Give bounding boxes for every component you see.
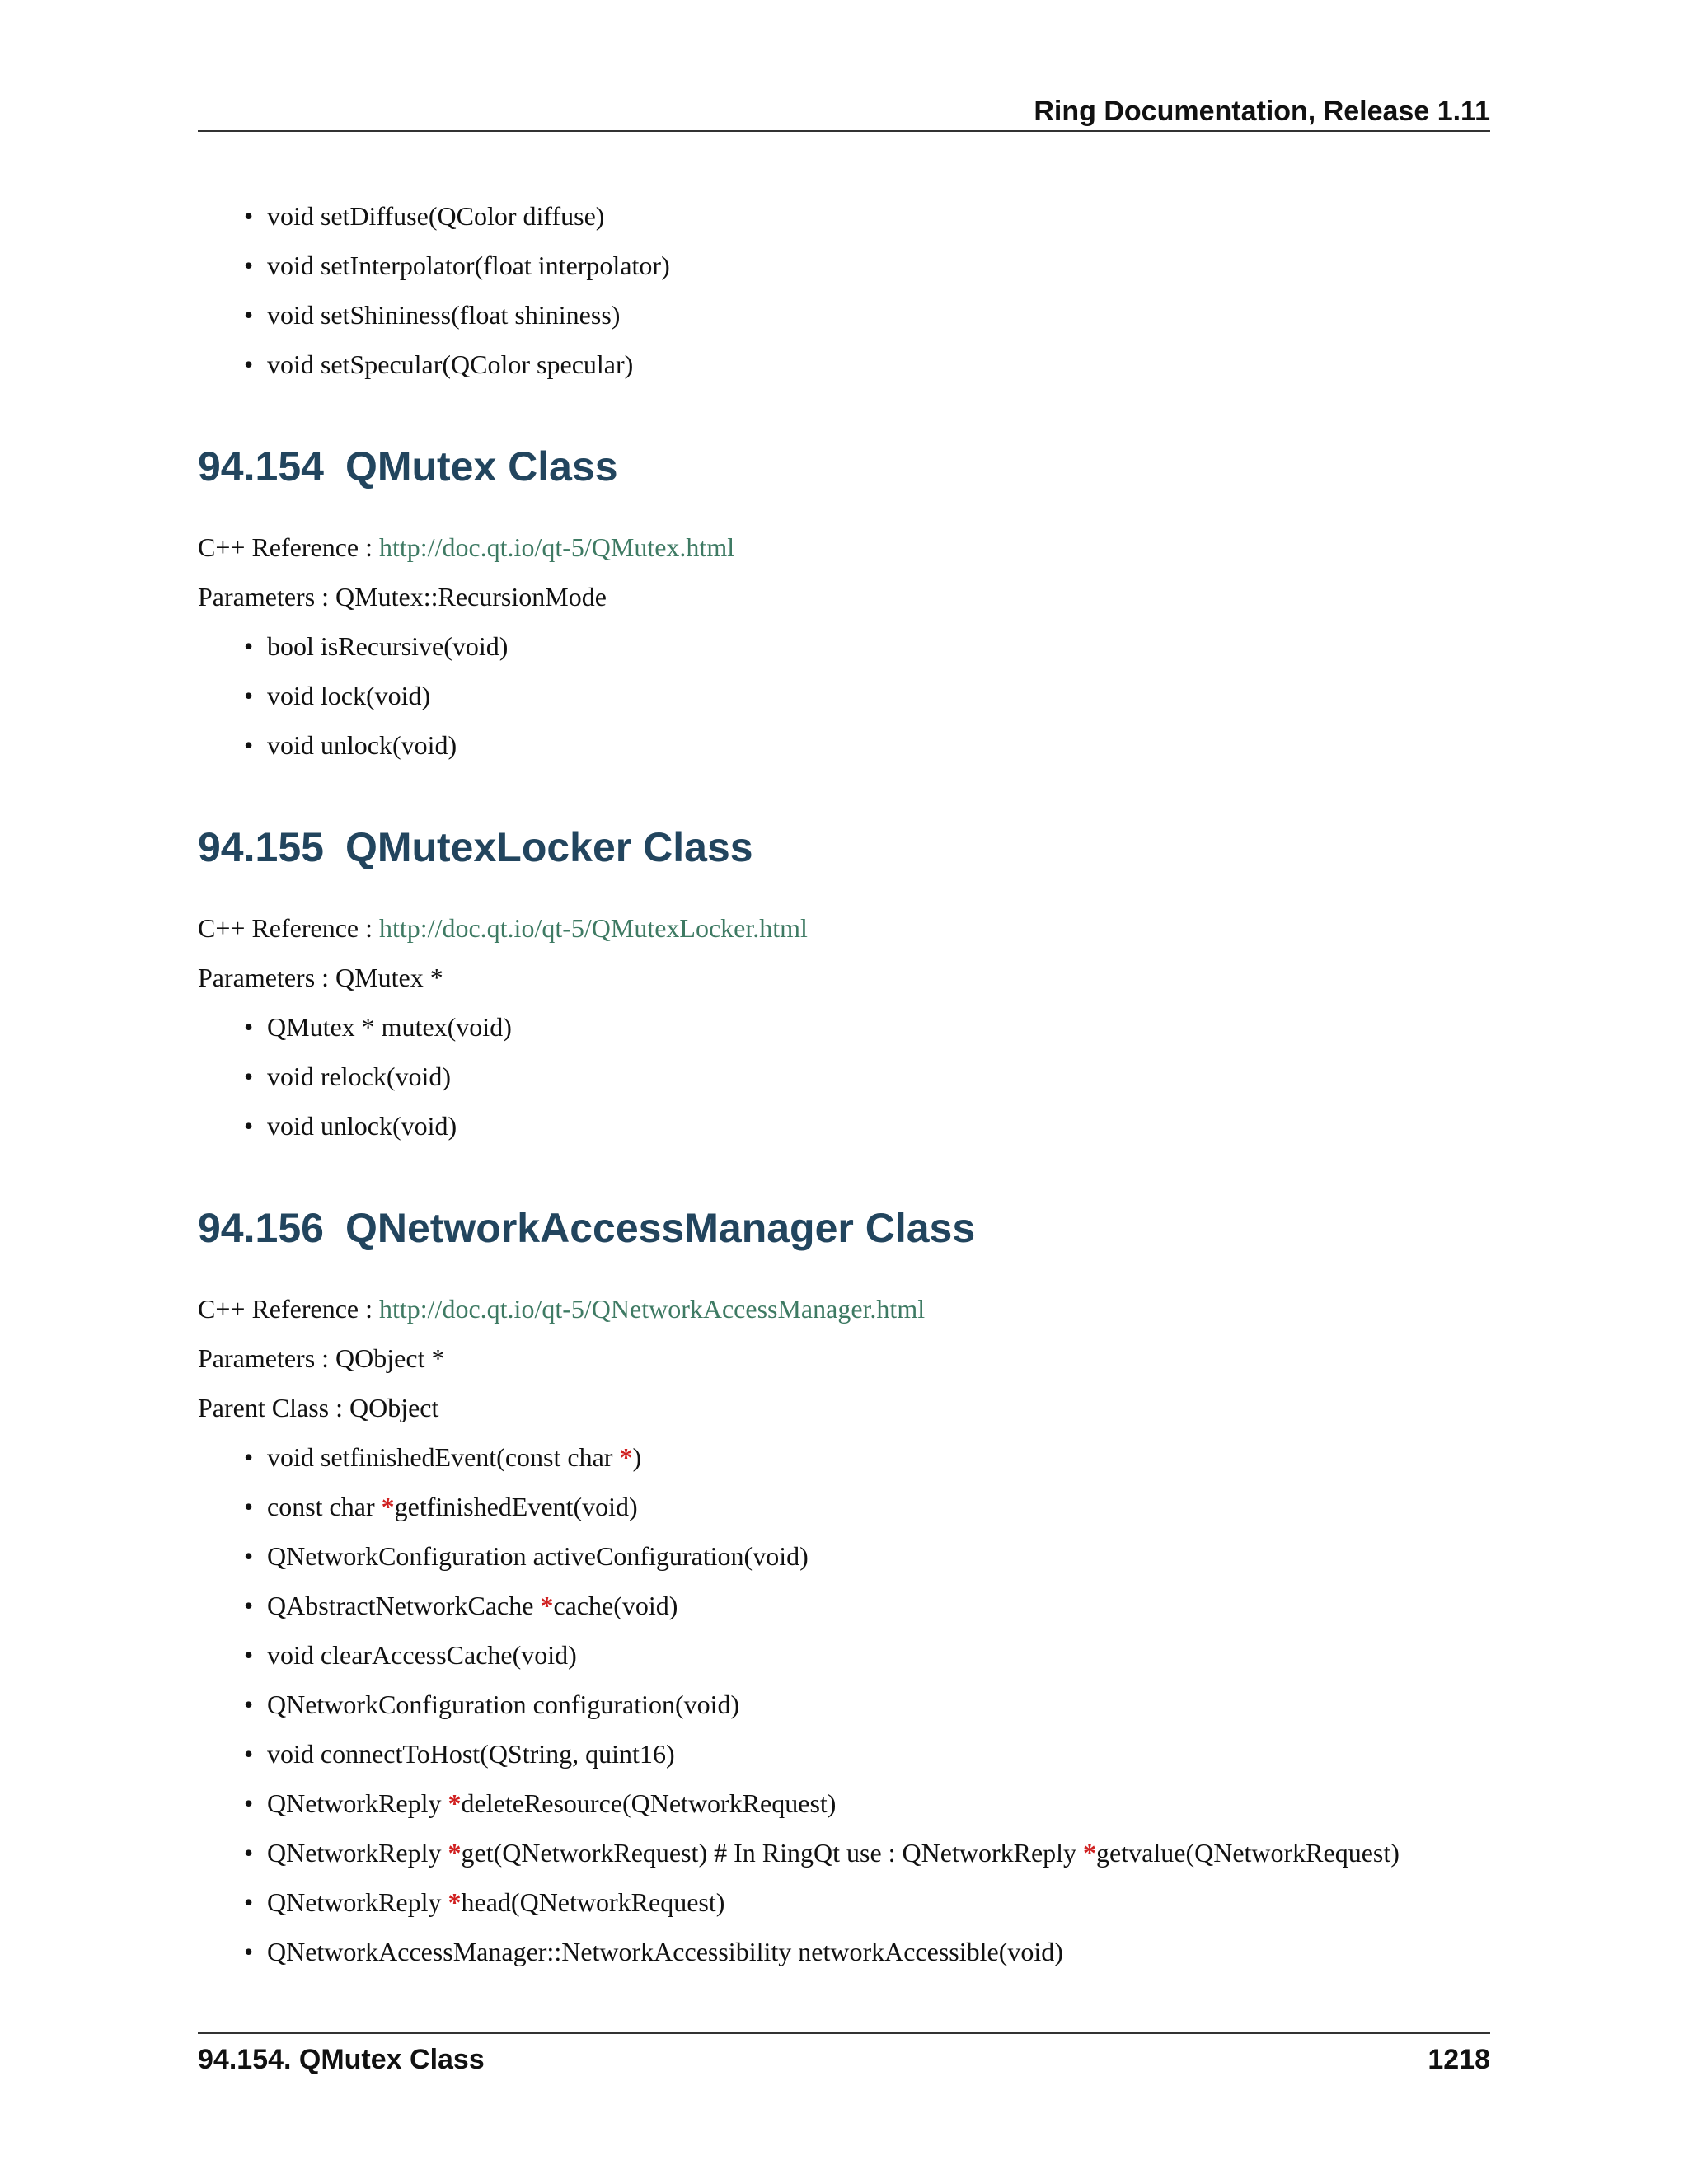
pointer-star: * xyxy=(448,1788,462,1818)
pointer-star: * xyxy=(619,1442,633,1472)
method-text: getfinishedEvent(void) xyxy=(394,1492,638,1521)
section-heading xyxy=(198,440,1490,493)
method-item xyxy=(244,1482,1490,1531)
reference-link[interactable]: http://doc.qt.io/qt-5/QMutexLocker.html xyxy=(379,913,808,943)
method-list xyxy=(198,1002,1490,1151)
header-title: Ring Documentation, Release 1.11 xyxy=(1034,96,1490,127)
method-item xyxy=(244,1927,1490,1976)
method-item: • void relock(void) xyxy=(244,1052,1490,1101)
cpp-reference xyxy=(198,1284,1490,1333)
method-text: QNetworkConfiguration configuration(void) xyxy=(267,1690,740,1719)
method-item xyxy=(244,1680,1490,1729)
method-item xyxy=(244,1581,1490,1630)
method-text: QNetworkReply xyxy=(267,1887,448,1917)
document-page xyxy=(198,0,1490,2184)
method-text: const char xyxy=(267,1492,382,1521)
method-item xyxy=(244,1877,1490,1927)
section-title: QMutex Class xyxy=(345,443,618,490)
method-item xyxy=(244,1432,1490,1482)
reference-link[interactable]: http://doc.qt.io/qt-5/QNetworkAccessManager.html xyxy=(379,1294,926,1324)
pointer-star: * xyxy=(1083,1838,1097,1868)
section-heading xyxy=(198,821,1490,874)
method-text: QNetworkConfiguration activeConfiguration(void) xyxy=(267,1541,809,1571)
method-item: • QMutex * mutex(void) xyxy=(244,1002,1490,1052)
pointer-star: * xyxy=(448,1838,462,1868)
cpp-reference xyxy=(198,903,1490,953)
method-text: void clearAccessCache(void) xyxy=(267,1640,577,1670)
page-number: 1218 xyxy=(1428,2044,1490,2075)
section-qnetworkaccessmanager xyxy=(198,1202,1490,1976)
parent-class-line: Parent Class : QObject xyxy=(198,1393,439,1422)
method-item: • void unlock(void) xyxy=(244,1101,1490,1151)
method-item xyxy=(244,1779,1490,1828)
method-text: void setfinishedEvent(const char xyxy=(267,1442,620,1472)
method-list xyxy=(198,1432,1490,1976)
method-text: void connectToHost(QString, quint16) xyxy=(267,1739,675,1769)
method-text: cache(void) xyxy=(553,1591,678,1620)
running-footer xyxy=(198,2032,1490,2079)
method-item: • void unlock(void) xyxy=(244,720,1490,770)
pointer-star: * xyxy=(381,1492,395,1521)
method-item: • void setSpecular(QColor specular) xyxy=(244,340,1490,389)
method-item: • void setShininess(float shininess) xyxy=(244,290,1490,340)
running-header xyxy=(198,92,1490,132)
pointer-star: * xyxy=(540,1591,554,1620)
section-number: 94.155 xyxy=(198,824,324,870)
method-text: QNetworkAccessManager::NetworkAccessibility networkAccessible(void) xyxy=(267,1937,1063,1966)
intro-method-list xyxy=(198,191,1490,389)
method-text: head(QNetworkRequest) xyxy=(461,1887,725,1917)
method-item xyxy=(244,1630,1490,1680)
method-text: QAbstractNetworkCache xyxy=(267,1591,541,1620)
section-qmutexlocker xyxy=(198,821,1490,1151)
method-item xyxy=(244,1531,1490,1581)
parameters-line: Parameters : QObject * xyxy=(198,1343,445,1373)
method-text: QNetworkReply xyxy=(267,1788,448,1818)
section-heading xyxy=(198,1202,1490,1254)
footer-section-title: 94.154. QMutex Class xyxy=(198,2044,485,2075)
section-qmutex xyxy=(198,440,1490,770)
method-item xyxy=(244,1828,1490,1877)
reference-link[interactable]: http://doc.qt.io/qt-5/QMutex.html xyxy=(379,532,735,562)
reference-label: C++ Reference : xyxy=(198,1294,379,1324)
page-content xyxy=(198,191,1490,1976)
section-title: QMutexLocker Class xyxy=(345,824,753,870)
section-number: 94.156 xyxy=(198,1205,324,1251)
reference-label: C++ Reference : xyxy=(198,532,379,562)
reference-label: C++ Reference : xyxy=(198,913,379,943)
method-text: QNetworkReply xyxy=(267,1838,448,1868)
method-list xyxy=(198,621,1490,770)
parameters-line: Parameters : QMutex * xyxy=(198,963,443,992)
method-item: • void setDiffuse(QColor diffuse) xyxy=(244,191,1490,241)
method-text: deleteResource(QNetworkRequest) xyxy=(461,1788,837,1818)
method-item: • void lock(void) xyxy=(244,671,1490,720)
method-item: • void setInterpolator(float interpolator) xyxy=(244,241,1490,290)
method-item xyxy=(244,1729,1490,1779)
section-number: 94.154 xyxy=(198,443,324,490)
method-text: ) xyxy=(632,1442,642,1472)
section-title: QNetworkAccessManager Class xyxy=(345,1205,976,1251)
method-text: get(QNetworkRequest) # In RingQt use : QNetworkReply xyxy=(461,1838,1084,1868)
cpp-reference xyxy=(198,523,1490,572)
parameters-line: Parameters : QMutex::RecursionMode xyxy=(198,582,607,612)
method-item: • bool isRecursive(void) xyxy=(244,621,1490,671)
pointer-star: * xyxy=(448,1887,462,1917)
method-text: getvalue(QNetworkRequest) xyxy=(1096,1838,1400,1868)
